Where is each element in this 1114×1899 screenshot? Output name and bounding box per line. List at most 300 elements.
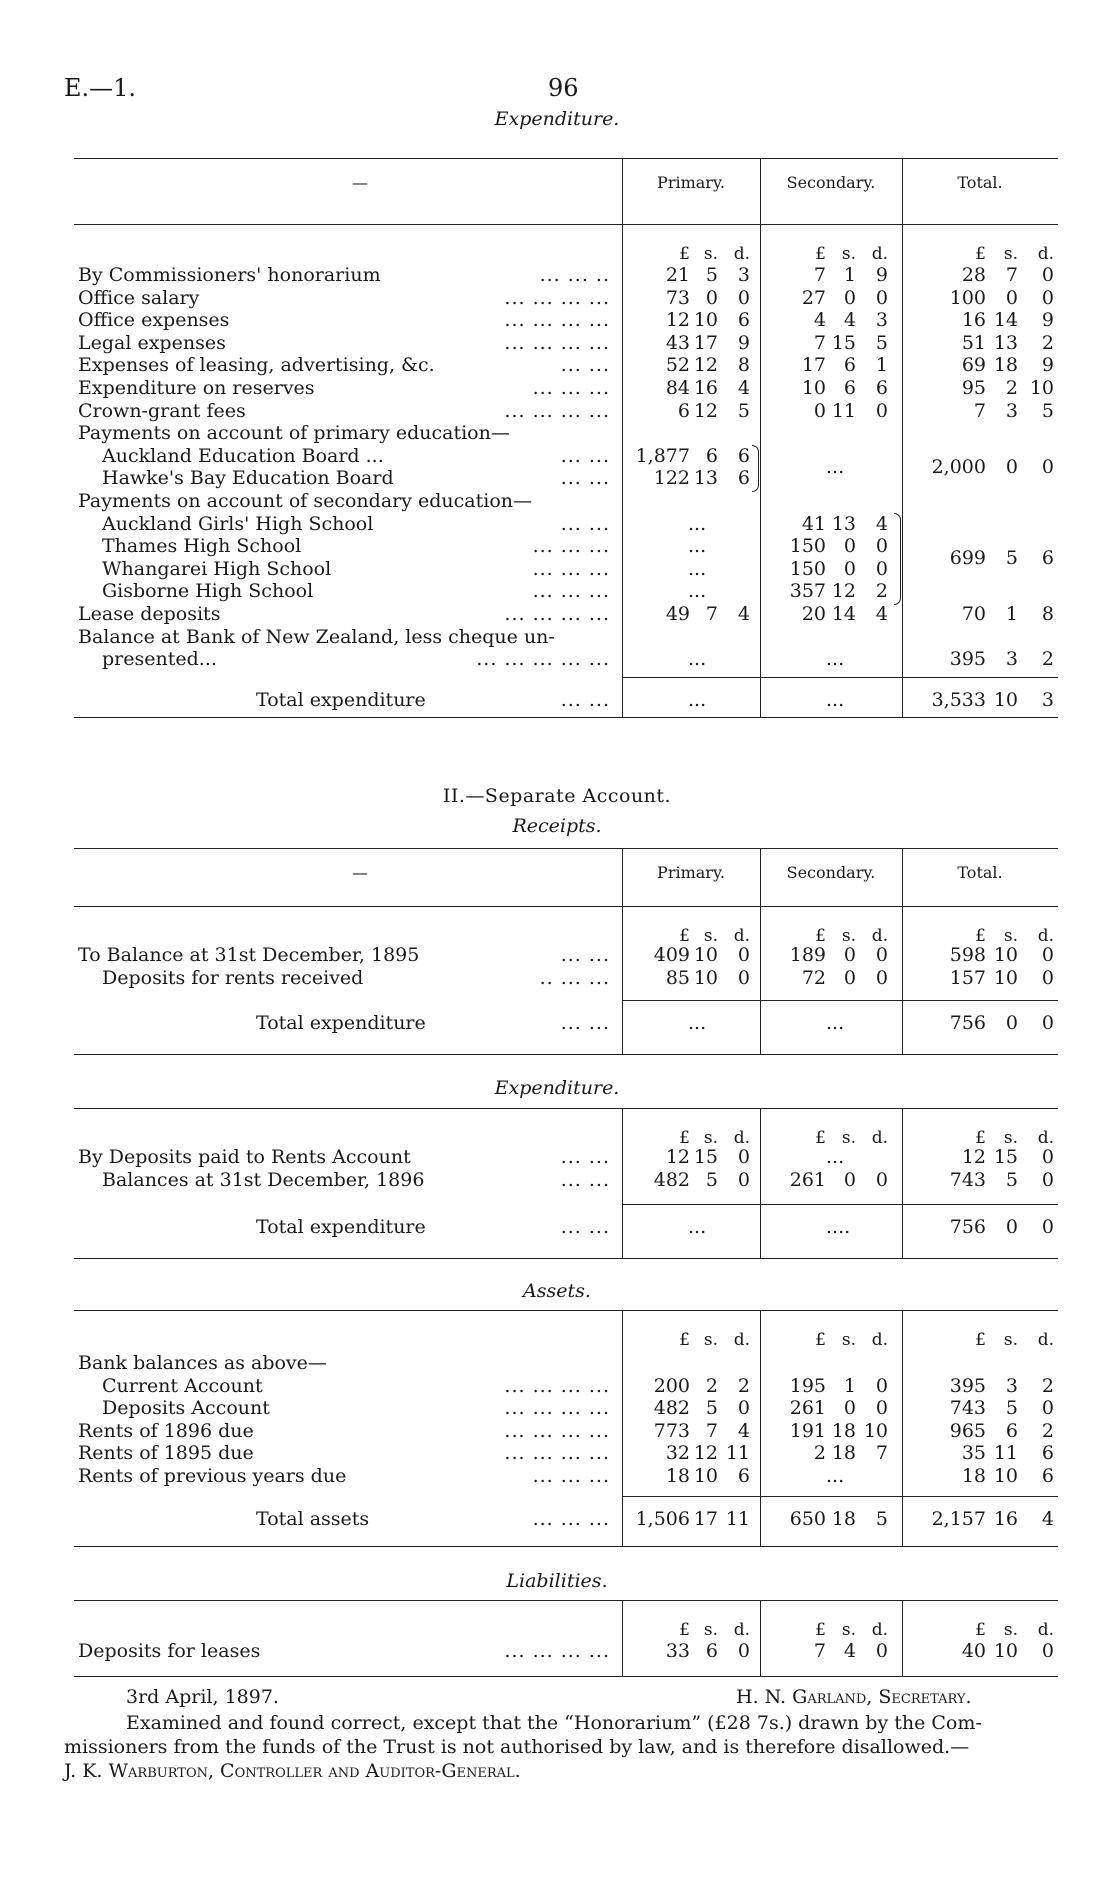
amount-t-s: 10 xyxy=(993,688,1018,711)
column-header-blank: — xyxy=(352,173,368,192)
column-divider xyxy=(622,1600,623,1676)
amount-t: 5 xyxy=(1005,546,1018,569)
table-row xyxy=(0,944,1114,966)
amount-t: 6 xyxy=(1041,546,1054,569)
amount-t-d: 6 xyxy=(1041,1465,1054,1487)
row-label: Total expenditure xyxy=(256,1216,426,1238)
section-title: Expenditure. xyxy=(494,1077,620,1099)
amount-t-l: 12 xyxy=(961,1146,986,1168)
leader-dots: ... ... ... ... xyxy=(504,1419,610,1442)
amount-s-l: 10 xyxy=(801,377,826,399)
leader-dots: ... ... xyxy=(560,1146,610,1168)
amount-s-l: 191 xyxy=(789,1419,826,1442)
column-header-primary: Primary. xyxy=(657,863,725,882)
amount-s-l: 261 xyxy=(789,1397,826,1420)
amount-p-l: 52 xyxy=(665,354,690,377)
amount-t-l: 395 xyxy=(949,1374,986,1397)
amount-p-s: 5 xyxy=(705,1168,718,1191)
section-title: Expenditure. xyxy=(494,108,620,130)
amount-p-l: 1,506 xyxy=(635,1508,690,1530)
amount-t-l: 18 xyxy=(961,1465,986,1487)
amount-t-d: 0 xyxy=(1041,1168,1054,1191)
amount-s-d: 10 xyxy=(863,1419,888,1442)
table-row xyxy=(0,377,1114,399)
amount-t-l: 756 xyxy=(949,1216,986,1238)
unit-primary-d: d. xyxy=(733,1620,750,1640)
column-header-primary: Primary. xyxy=(657,173,725,192)
amount-p-d: 0 xyxy=(737,944,750,966)
rule-line xyxy=(74,906,1058,907)
amount-t-d: 0 xyxy=(1041,264,1054,286)
amount-p-d: 6 xyxy=(737,309,750,332)
amount-t-s: 0 xyxy=(1005,1012,1018,1034)
page-number: 96 xyxy=(548,74,579,102)
leader-dots: ... xyxy=(688,535,707,558)
rule-line xyxy=(74,1546,1058,1547)
amount-p-s: 10 xyxy=(693,309,718,332)
amount-t-d: 0 xyxy=(1041,944,1054,966)
table-row xyxy=(0,309,1114,331)
rule-line xyxy=(622,677,1058,678)
row-label: Auckland Education Board ... xyxy=(102,444,384,467)
amount-s-l: 0 xyxy=(813,399,826,422)
row-label: Auckland Girls' High School xyxy=(102,512,374,535)
amount-p-s: 12 xyxy=(693,1442,718,1465)
amount-s-l: 17 xyxy=(801,354,826,377)
amount-t-d: 0 xyxy=(1041,1640,1054,1662)
amount-t-d: 9 xyxy=(1041,354,1054,377)
column-divider xyxy=(902,224,903,717)
row-label: Total expenditure xyxy=(256,688,426,711)
unit-total-d: d. xyxy=(1037,1330,1054,1350)
unit-primary-s: s. xyxy=(703,1128,718,1148)
group-total-primary-education xyxy=(0,456,1114,478)
amount-s-d: 1 xyxy=(875,354,888,377)
table-row xyxy=(0,1352,1114,1374)
leader-dots: ... xyxy=(826,648,845,671)
amount-p-l: 32 xyxy=(665,1442,690,1465)
amount-t: 0 xyxy=(1041,456,1054,479)
leader-dots: ... ... xyxy=(560,944,610,966)
row-label: Rents of 1896 due xyxy=(78,1419,254,1442)
row-label: By Deposits paid to Rents Account xyxy=(78,1146,411,1168)
leader-dots: ... ... xyxy=(560,444,610,467)
amount-t-l: 69 xyxy=(961,354,986,377)
amount-p-d: 4 xyxy=(737,603,750,625)
amount-t-l: 35 xyxy=(961,1442,986,1465)
amount-t: 699 xyxy=(949,546,986,569)
table-row xyxy=(0,264,1114,286)
footer-note: missioners from the funds of the Trust is not authorised by law, and is therefore disallowed.— xyxy=(64,1736,970,1758)
amount-t-s: 10 xyxy=(993,966,1018,989)
unit-secondary-l: £ xyxy=(815,1620,826,1640)
amount-p-l: 1,877 xyxy=(635,444,690,467)
amount-s-d: 0 xyxy=(875,1374,888,1397)
row-label: Deposits for leases xyxy=(78,1640,261,1662)
unit-primary-l: £ xyxy=(679,926,690,946)
column-header-total: Total. xyxy=(957,863,1003,882)
leader-dots: ... ... ... xyxy=(532,535,610,558)
amount-t-d: 10 xyxy=(1029,377,1054,399)
amount-p-d: 0 xyxy=(737,1640,750,1662)
amount-s-s: 12 xyxy=(831,580,856,603)
amount-t-s: 15 xyxy=(993,1146,1018,1168)
group-total-secondary-education xyxy=(0,547,1114,569)
unit-total-d: d. xyxy=(1037,1620,1054,1640)
unit-total-s: s. xyxy=(1003,1330,1018,1350)
amount-t-d: 2 xyxy=(1041,331,1054,354)
leader-dots: .. ... ... xyxy=(539,966,610,989)
amount-p-d: 0 xyxy=(737,1397,750,1420)
unit-secondary-s: s. xyxy=(841,926,856,946)
amount-s-l: 357 xyxy=(789,580,826,603)
total-row xyxy=(0,1216,1114,1238)
unit-secondary-s: s. xyxy=(841,1620,856,1640)
table-row xyxy=(0,490,1114,512)
amount-s-s: 4 xyxy=(843,309,856,332)
rule-line xyxy=(74,1600,1058,1601)
amount-p-d: 0 xyxy=(737,286,750,309)
unit-total-s: s. xyxy=(1003,244,1018,264)
table-row xyxy=(0,287,1114,309)
leader-dots: ... xyxy=(688,557,707,580)
amount-p-s: 15 xyxy=(693,1146,718,1168)
leader-dots: ... xyxy=(826,1012,845,1034)
unit-primary-d: d. xyxy=(733,244,750,264)
amount-s-s: 18 xyxy=(831,1508,856,1530)
amount-p-d: 3 xyxy=(737,264,750,286)
amount-s-l: 41 xyxy=(801,512,826,535)
amount-s-l: 4 xyxy=(813,309,826,332)
amount-t-l: 395 xyxy=(949,648,986,671)
amount-p-d: 4 xyxy=(737,377,750,399)
row-label: Office expenses xyxy=(78,309,230,332)
leader-dots: ... ... ... ... xyxy=(504,286,610,309)
amount-t-s: 1 xyxy=(1005,603,1018,625)
amount-p-s: 10 xyxy=(693,1465,718,1487)
column-header-blank: — xyxy=(352,863,368,882)
amount-p-l: 200 xyxy=(653,1374,690,1397)
amount-t-s: 5 xyxy=(1005,1397,1018,1420)
amount-s-d: 7 xyxy=(875,1442,888,1465)
amount-p-d: 9 xyxy=(737,331,750,354)
amount-p-l: 6 xyxy=(677,399,690,422)
amount-s-d: 0 xyxy=(875,1397,888,1420)
row-label: Thames High School xyxy=(102,535,302,558)
amount-s-s: 0 xyxy=(843,1168,856,1191)
amount-t-d: 6 xyxy=(1041,1442,1054,1465)
table-row xyxy=(0,1465,1114,1487)
amount-t-s: 3 xyxy=(1005,399,1018,422)
amount-t-s: 0 xyxy=(1005,1216,1018,1238)
amount-s-l: 150 xyxy=(789,557,826,580)
brace-mark xyxy=(894,513,901,605)
leader-dots: ... ... ... xyxy=(532,557,610,580)
table-row xyxy=(0,513,1114,535)
amount-t-l: 95 xyxy=(961,377,986,399)
row-label: Crown-grant fees xyxy=(78,399,246,422)
amount-s-s: 0 xyxy=(843,1397,856,1420)
amount-s-l: 650 xyxy=(789,1508,826,1530)
amount-t-l: 16 xyxy=(961,309,986,332)
rule-line xyxy=(74,848,1058,849)
amount-p-l: 85 xyxy=(665,966,690,989)
amount-t-d: 0 xyxy=(1041,1012,1054,1034)
table-row xyxy=(0,580,1114,602)
leader-dots: ... ... ... ... xyxy=(504,603,610,625)
section-title: II.—Separate Account. xyxy=(442,785,672,807)
table-row xyxy=(0,1169,1114,1191)
amount-s-d: 2 xyxy=(875,580,888,603)
amount-s-s: 4 xyxy=(843,1640,856,1662)
leader-dots: ... ... ... ... xyxy=(504,1640,610,1662)
amount-p-s: 7 xyxy=(705,1419,718,1442)
column-header-total: Total. xyxy=(957,173,1003,192)
amount-t-l: 51 xyxy=(961,331,986,354)
column-divider xyxy=(902,1600,903,1676)
amount-t-s: 3 xyxy=(1005,1374,1018,1397)
leader-dots: ... ... xyxy=(560,1216,610,1238)
amount-s-s: 0 xyxy=(843,944,856,966)
amount-s-s: 14 xyxy=(831,603,856,625)
amount-p-s: 16 xyxy=(693,377,718,399)
amount-p-d: 5 xyxy=(737,399,750,422)
unit-primary-l: £ xyxy=(679,1330,690,1350)
unit-primary-d: d. xyxy=(733,926,750,946)
leader-dots: ... ... xyxy=(560,467,610,490)
column-divider xyxy=(622,848,623,906)
amount-t-d: 4 xyxy=(1041,1508,1054,1530)
amount-t-s: 10 xyxy=(993,1640,1018,1662)
unit-secondary-d: d. xyxy=(871,1620,888,1640)
amount-s-s: 1 xyxy=(843,264,856,286)
leader-dots: ... ... ... xyxy=(532,1508,610,1530)
amount-s-d: 0 xyxy=(875,1168,888,1191)
amount-t-d: 3 xyxy=(1041,688,1054,711)
amount-t-d: 0 xyxy=(1041,1146,1054,1168)
leader-dots: ... ... xyxy=(560,1168,610,1191)
leader-dots: ... ... ... xyxy=(532,1465,610,1487)
footer-note: J. K. Warburton, Controller and Auditor-General. xyxy=(64,1760,521,1782)
amount-s-d: 0 xyxy=(875,966,888,989)
table-row xyxy=(0,332,1114,354)
amount-s-d: 5 xyxy=(875,1508,888,1530)
amount-t-s: 0 xyxy=(1005,286,1018,309)
amount-p-l: 49 xyxy=(665,603,690,625)
unit-primary-l: £ xyxy=(679,1128,690,1148)
amount-t-s: 3 xyxy=(1005,648,1018,671)
amount-t-l: 743 xyxy=(949,1397,986,1420)
amount-s-d: 6 xyxy=(875,377,888,399)
amount-p-s: 7 xyxy=(705,603,718,625)
rule-line xyxy=(74,717,1058,718)
unit-secondary-s: s. xyxy=(841,1330,856,1350)
leader-dots: ... ... xyxy=(560,1012,610,1034)
amount-p-l: 12 xyxy=(665,1146,690,1168)
rule-line xyxy=(622,1496,1058,1497)
amount-t: 2,000 xyxy=(931,456,986,479)
unit-secondary-l: £ xyxy=(815,244,826,264)
amount-p-d: 4 xyxy=(737,1419,750,1442)
amount-s-s: 0 xyxy=(843,966,856,989)
amount-t-s: 6 xyxy=(1005,1419,1018,1442)
amount-t: 0 xyxy=(1005,456,1018,479)
table-row xyxy=(0,648,1114,670)
unit-total-l: £ xyxy=(975,926,986,946)
amount-t-d: 0 xyxy=(1041,286,1054,309)
amount-p-l: 409 xyxy=(653,944,690,966)
amount-s-d: 4 xyxy=(875,603,888,625)
amount-t-s: 11 xyxy=(993,1442,1018,1465)
leader-dots: ... ... ... ... xyxy=(504,1397,610,1420)
row-label: Office salary xyxy=(78,286,200,309)
table-row xyxy=(0,603,1114,625)
amount-t-d: 0 xyxy=(1041,1397,1054,1420)
leader-dots: ... ... ... ... ... xyxy=(476,648,610,671)
leader-dots: ... ... ... ... xyxy=(504,1442,610,1465)
unit-secondary-l: £ xyxy=(815,1330,826,1350)
unit-primary-d: d. xyxy=(733,1128,750,1148)
row-label: Bank balances as above— xyxy=(78,1352,327,1374)
amount-s-s: 18 xyxy=(831,1419,856,1442)
amount-t-d: 9 xyxy=(1041,309,1054,332)
unit-primary-s: s. xyxy=(703,244,718,264)
amount-s-d: 4 xyxy=(875,512,888,535)
column-divider xyxy=(760,224,761,717)
amount-t-s: 13 xyxy=(993,331,1018,354)
leader-dots: ... ... .. xyxy=(539,264,610,286)
amount-s-l: 27 xyxy=(801,286,826,309)
amount-t-s: 14 xyxy=(993,309,1018,332)
amount-s-l: 261 xyxy=(789,1168,826,1191)
amount-s-l: 189 xyxy=(789,944,826,966)
row-label: presented... xyxy=(102,648,217,671)
column-divider xyxy=(622,224,623,717)
unit-secondary-d: d. xyxy=(871,926,888,946)
amount-s-l: 20 xyxy=(801,603,826,625)
amount-t-d: 8 xyxy=(1041,603,1054,625)
amount-t-s: 10 xyxy=(993,944,1018,966)
leader-dots: ... xyxy=(688,1216,707,1238)
row-label: To Balance at 31st December, 1895 xyxy=(78,944,420,966)
unit-secondary-l: £ xyxy=(815,926,826,946)
amount-s-s: 0 xyxy=(843,535,856,558)
amount-t-s: 10 xyxy=(993,1465,1018,1487)
row-label: Deposits for rents received xyxy=(102,966,364,989)
leader-dots: ... xyxy=(688,648,707,671)
amount-s-l: 150 xyxy=(789,535,826,558)
row-label: Expenditure on reserves xyxy=(78,377,315,399)
amount-s-l: 7 xyxy=(813,331,826,354)
amount-t-d: 0 xyxy=(1041,1216,1054,1238)
amount-t-s: 16 xyxy=(993,1508,1018,1530)
column-divider xyxy=(760,848,761,906)
row-label: Deposits Account xyxy=(102,1397,270,1420)
unit-primary-s: s. xyxy=(703,1620,718,1640)
unit-secondary-l: £ xyxy=(815,1128,826,1148)
amount-p-d: 6 xyxy=(737,444,750,467)
unit-primary-l: £ xyxy=(679,1620,690,1640)
amount-t-d: 2 xyxy=(1041,1419,1054,1442)
column-divider xyxy=(760,1600,761,1676)
unit-total-s: s. xyxy=(1003,926,1018,946)
rule-line xyxy=(74,224,1058,225)
column-header-secondary: Secondary. xyxy=(786,863,876,882)
row-label: Expenses of leasing, advertising, &c. xyxy=(78,354,435,377)
amount-p-d: 11 xyxy=(725,1442,750,1465)
leader-dots: ... xyxy=(826,456,845,479)
unit-total-d: d. xyxy=(1037,926,1054,946)
amount-t-l: 100 xyxy=(949,286,986,309)
footer-date: 3rd April, 1897. xyxy=(126,1686,279,1708)
rule-line xyxy=(74,1108,1058,1109)
amount-s-l: 195 xyxy=(789,1374,826,1397)
leader-dots: ... xyxy=(688,1012,707,1034)
section-title: Assets. xyxy=(523,1280,591,1302)
column-divider xyxy=(760,158,761,224)
section-title: Receipts. xyxy=(512,815,602,837)
total-row xyxy=(0,1012,1114,1034)
amount-s-l: 7 xyxy=(813,264,826,286)
amount-p-d: 2 xyxy=(737,1374,750,1397)
amount-s-d: 0 xyxy=(875,286,888,309)
amount-s-s: 1 xyxy=(843,1374,856,1397)
unit-total-l: £ xyxy=(975,1128,986,1148)
amount-p-s: 5 xyxy=(705,1397,718,1420)
row-label: Lease deposits xyxy=(78,603,221,625)
amount-p-l: 122 xyxy=(653,467,690,490)
leader-dots: ... ... ... ... xyxy=(504,309,610,332)
row-label: Payments on account of primary education— xyxy=(78,422,510,445)
amount-p-d: 0 xyxy=(737,1168,750,1191)
row-label: Rents of previous years due xyxy=(78,1465,347,1487)
amount-s-d: 3 xyxy=(875,309,888,332)
rule-line xyxy=(74,1054,1058,1055)
leader-dots: .... xyxy=(826,1216,851,1238)
amount-p-s: 0 xyxy=(705,286,718,309)
rule-line xyxy=(74,1310,1058,1311)
rule-line xyxy=(74,1258,1058,1259)
unit-total-s: s. xyxy=(1003,1620,1018,1640)
amount-p-l: 773 xyxy=(653,1419,690,1442)
amount-t-l: 28 xyxy=(961,264,986,286)
leader-dots: ... ... ... ... xyxy=(504,331,610,354)
amount-p-s: 17 xyxy=(693,331,718,354)
leader-dots: ... ... ... ... xyxy=(504,1374,610,1397)
amount-s-s: 0 xyxy=(843,557,856,580)
row-label: Balance at Bank of New Zealand, less cheque un- xyxy=(78,625,555,648)
table-row xyxy=(0,1442,1114,1464)
leader-dots: ... xyxy=(826,1465,845,1487)
row-label: Whangarei High School xyxy=(102,557,332,580)
rule-line xyxy=(622,1000,1058,1001)
table-row xyxy=(0,400,1114,422)
amount-s-s: 13 xyxy=(831,512,856,535)
amount-t-l: 3,533 xyxy=(931,688,986,711)
amount-p-s: 2 xyxy=(705,1374,718,1397)
unit-total-l: £ xyxy=(975,244,986,264)
amount-p-s: 5 xyxy=(705,264,718,286)
unit-secondary-d: d. xyxy=(871,1128,888,1148)
amount-t-s: 7 xyxy=(1005,264,1018,286)
amount-p-s: 6 xyxy=(705,1640,718,1662)
leader-dots: ... ... ... xyxy=(532,377,610,399)
amount-s-d: 0 xyxy=(875,535,888,558)
amount-p-d: 6 xyxy=(737,1465,750,1487)
amount-p-l: 43 xyxy=(665,331,690,354)
leader-dots: ... xyxy=(826,688,845,711)
amount-s-s: 0 xyxy=(843,286,856,309)
